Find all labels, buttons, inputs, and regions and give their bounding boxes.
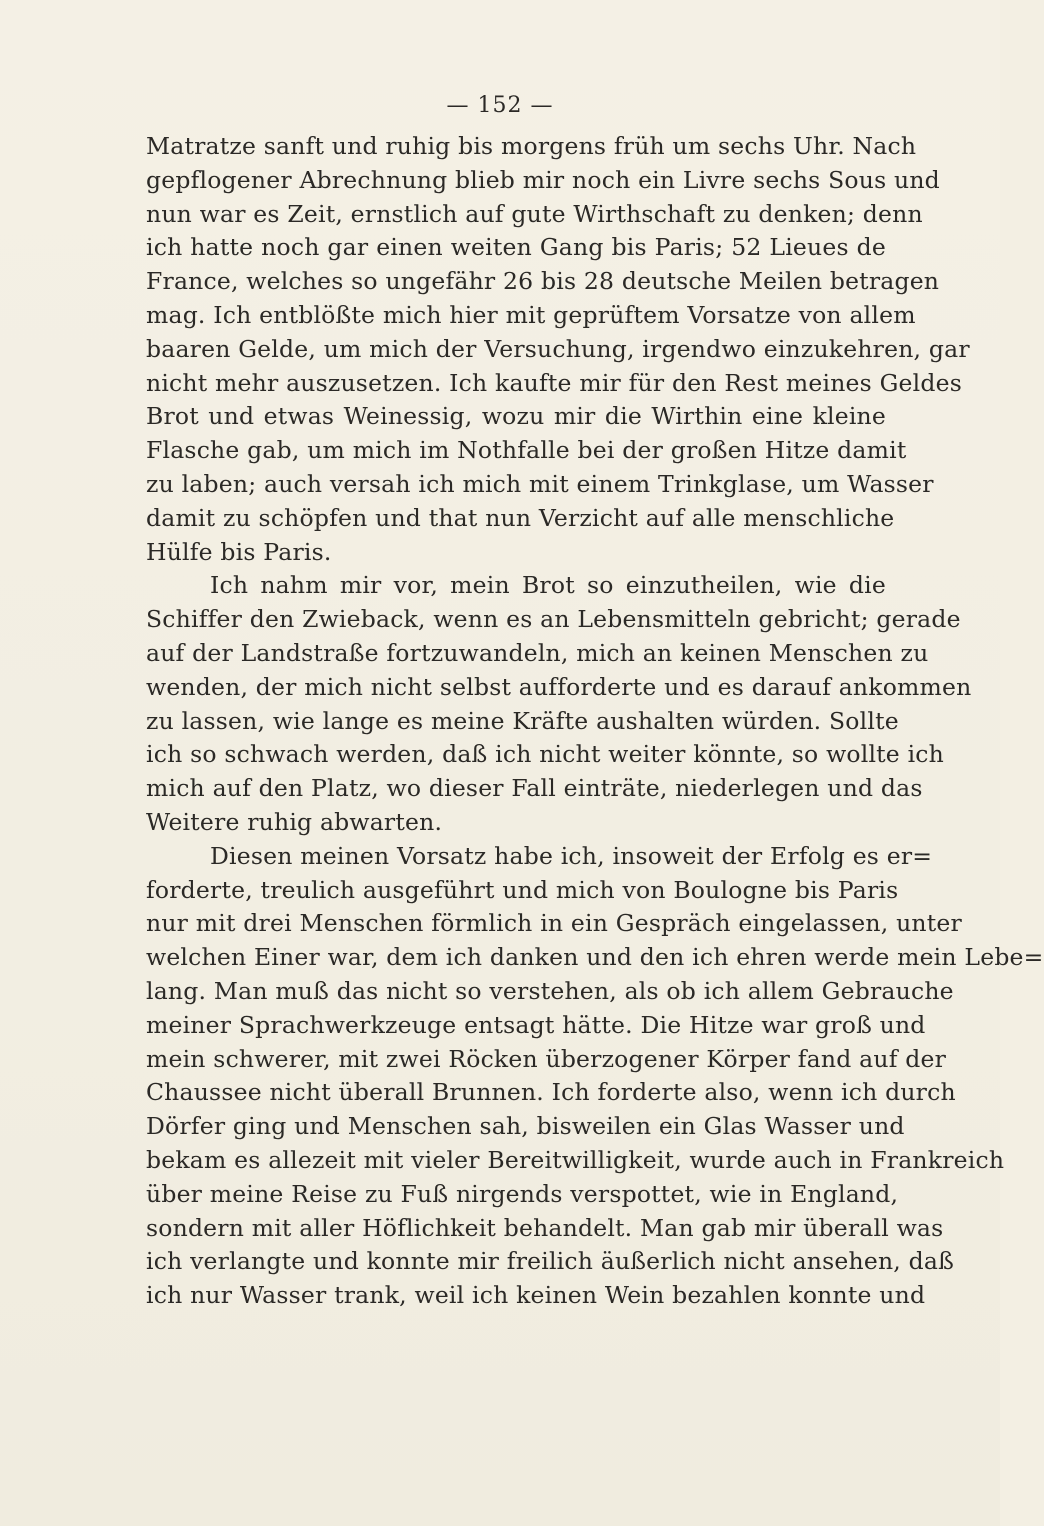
text-line: mich auf den Platz, wo dieser Fall einträte, niederlegen und das (146, 774, 923, 803)
body-text (146, 130, 1044, 1313)
text-line: ich nur Wasser trank, weil ich keinen Wein bezahlen konnte und (146, 1281, 926, 1310)
text-line: Ich nahm mir vor, mein Brot so einzutheilen, wie die (210, 571, 886, 600)
text-line: damit zu schöpfen und that nun Verzicht auf alle menschliche (146, 503, 895, 532)
text-line: bekam es allezeit mit vieler Bereitwilligkeit, wurde auch in Frankreich (146, 1145, 1005, 1174)
text-line: nur mit drei Menschen förmlich in ein Gespräch eingelassen, unter (146, 909, 962, 938)
text-line: Schiffer den Zwieback, wenn es an Lebensmitteln gebricht; gerade (146, 605, 961, 634)
paragraph-2 (146, 569, 972, 839)
page-number: — 152 — (446, 93, 554, 118)
text-line: Brot und etwas Weinessig, wozu mir die Wirthin eine kleine (146, 402, 886, 431)
text-line: mag. Ich entblößte mich hier mit geprüftem Vorsatze von allem (146, 300, 916, 329)
text-line: Chaussee nicht überall Brunnen. Ich forderte also, wenn ich durch (146, 1078, 956, 1107)
paragraph-3 (146, 840, 1044, 1313)
text-line: France, welches so ungefähr 26 bis 28 deutsche Meilen betragen (146, 267, 940, 296)
text-line: wenden, der mich nicht selbst aufforderte und es darauf ankommen (146, 672, 972, 701)
text-line: nun war es Zeit, ernstlich auf gute Wirthschaft zu denken; denn (146, 199, 923, 228)
text-line: baaren Gelde, um mich der Versuchung, irgendwo einzukehren, gar (146, 334, 970, 363)
text-line: Weitere ruhig abwarten. (146, 807, 443, 836)
text-line: Diesen meinen Vorsatz habe ich, insoweit der Erfolg es er= (210, 841, 933, 870)
text-line: forderte, treulich ausgeführt und mich von Boulogne bis Paris (146, 875, 899, 904)
text-line: Flasche gab, um mich im Nothfalle bei der großen Hitze damit (146, 436, 907, 465)
text-line: ich so schwach werden, daß ich nicht weiter könnte, so wollte ich (146, 740, 945, 769)
text-line: meiner Sprachwerkzeuge entsagt hätte. Die Hitze war groß und (146, 1010, 926, 1039)
text-line: zu laben; auch versah ich mich mit einem Trinkglase, um Wasser (146, 469, 934, 498)
text-line: Hülfe bis Paris. (146, 537, 332, 566)
text-line: ich hatte noch gar einen weiten Gang bis Paris; 52 Lieues de (146, 233, 886, 262)
text-line: gepflogener Abrechnung blieb mir noch ein Livre sechs Sous und (146, 165, 940, 194)
text-line: zu lassen, wie lange es meine Kräfte aushalten würden. Sollte (146, 706, 899, 735)
text-line: auf der Landstraße fortzuwandeln, mich an keinen Menschen zu (146, 638, 929, 667)
text-line: mein schwerer, mit zwei Röcken überzogener Körper fand auf der (146, 1044, 947, 1073)
text-line: über meine Reise zu Fuß nirgends verspottet, wie in England, (146, 1179, 899, 1208)
text-line: sondern mit aller Höflichkeit behandelt. Man gab mir überall was (146, 1213, 944, 1242)
text-line: Dörfer ging und Menschen sah, bisweilen ein Glas Wasser und (146, 1112, 905, 1141)
text-line: welchen Einer war, dem ich danken und den ich ehren werde mein Lebe= (146, 943, 1044, 972)
text-line: lang. Man muß das nicht so verstehen, als ob ich allem Gebrauche (146, 976, 954, 1005)
text-line: ich verlangte und konnte mir freilich äußerlich nicht ansehen, daß (146, 1247, 954, 1276)
paragraph-1 (146, 130, 970, 569)
text-line: nicht mehr auszusetzen. Ich kaufte mir für den Rest meines Geldes (146, 368, 962, 397)
text-line: Matratze sanft und ruhig bis morgens früh um sechs Uhr. Nach (146, 132, 917, 160)
